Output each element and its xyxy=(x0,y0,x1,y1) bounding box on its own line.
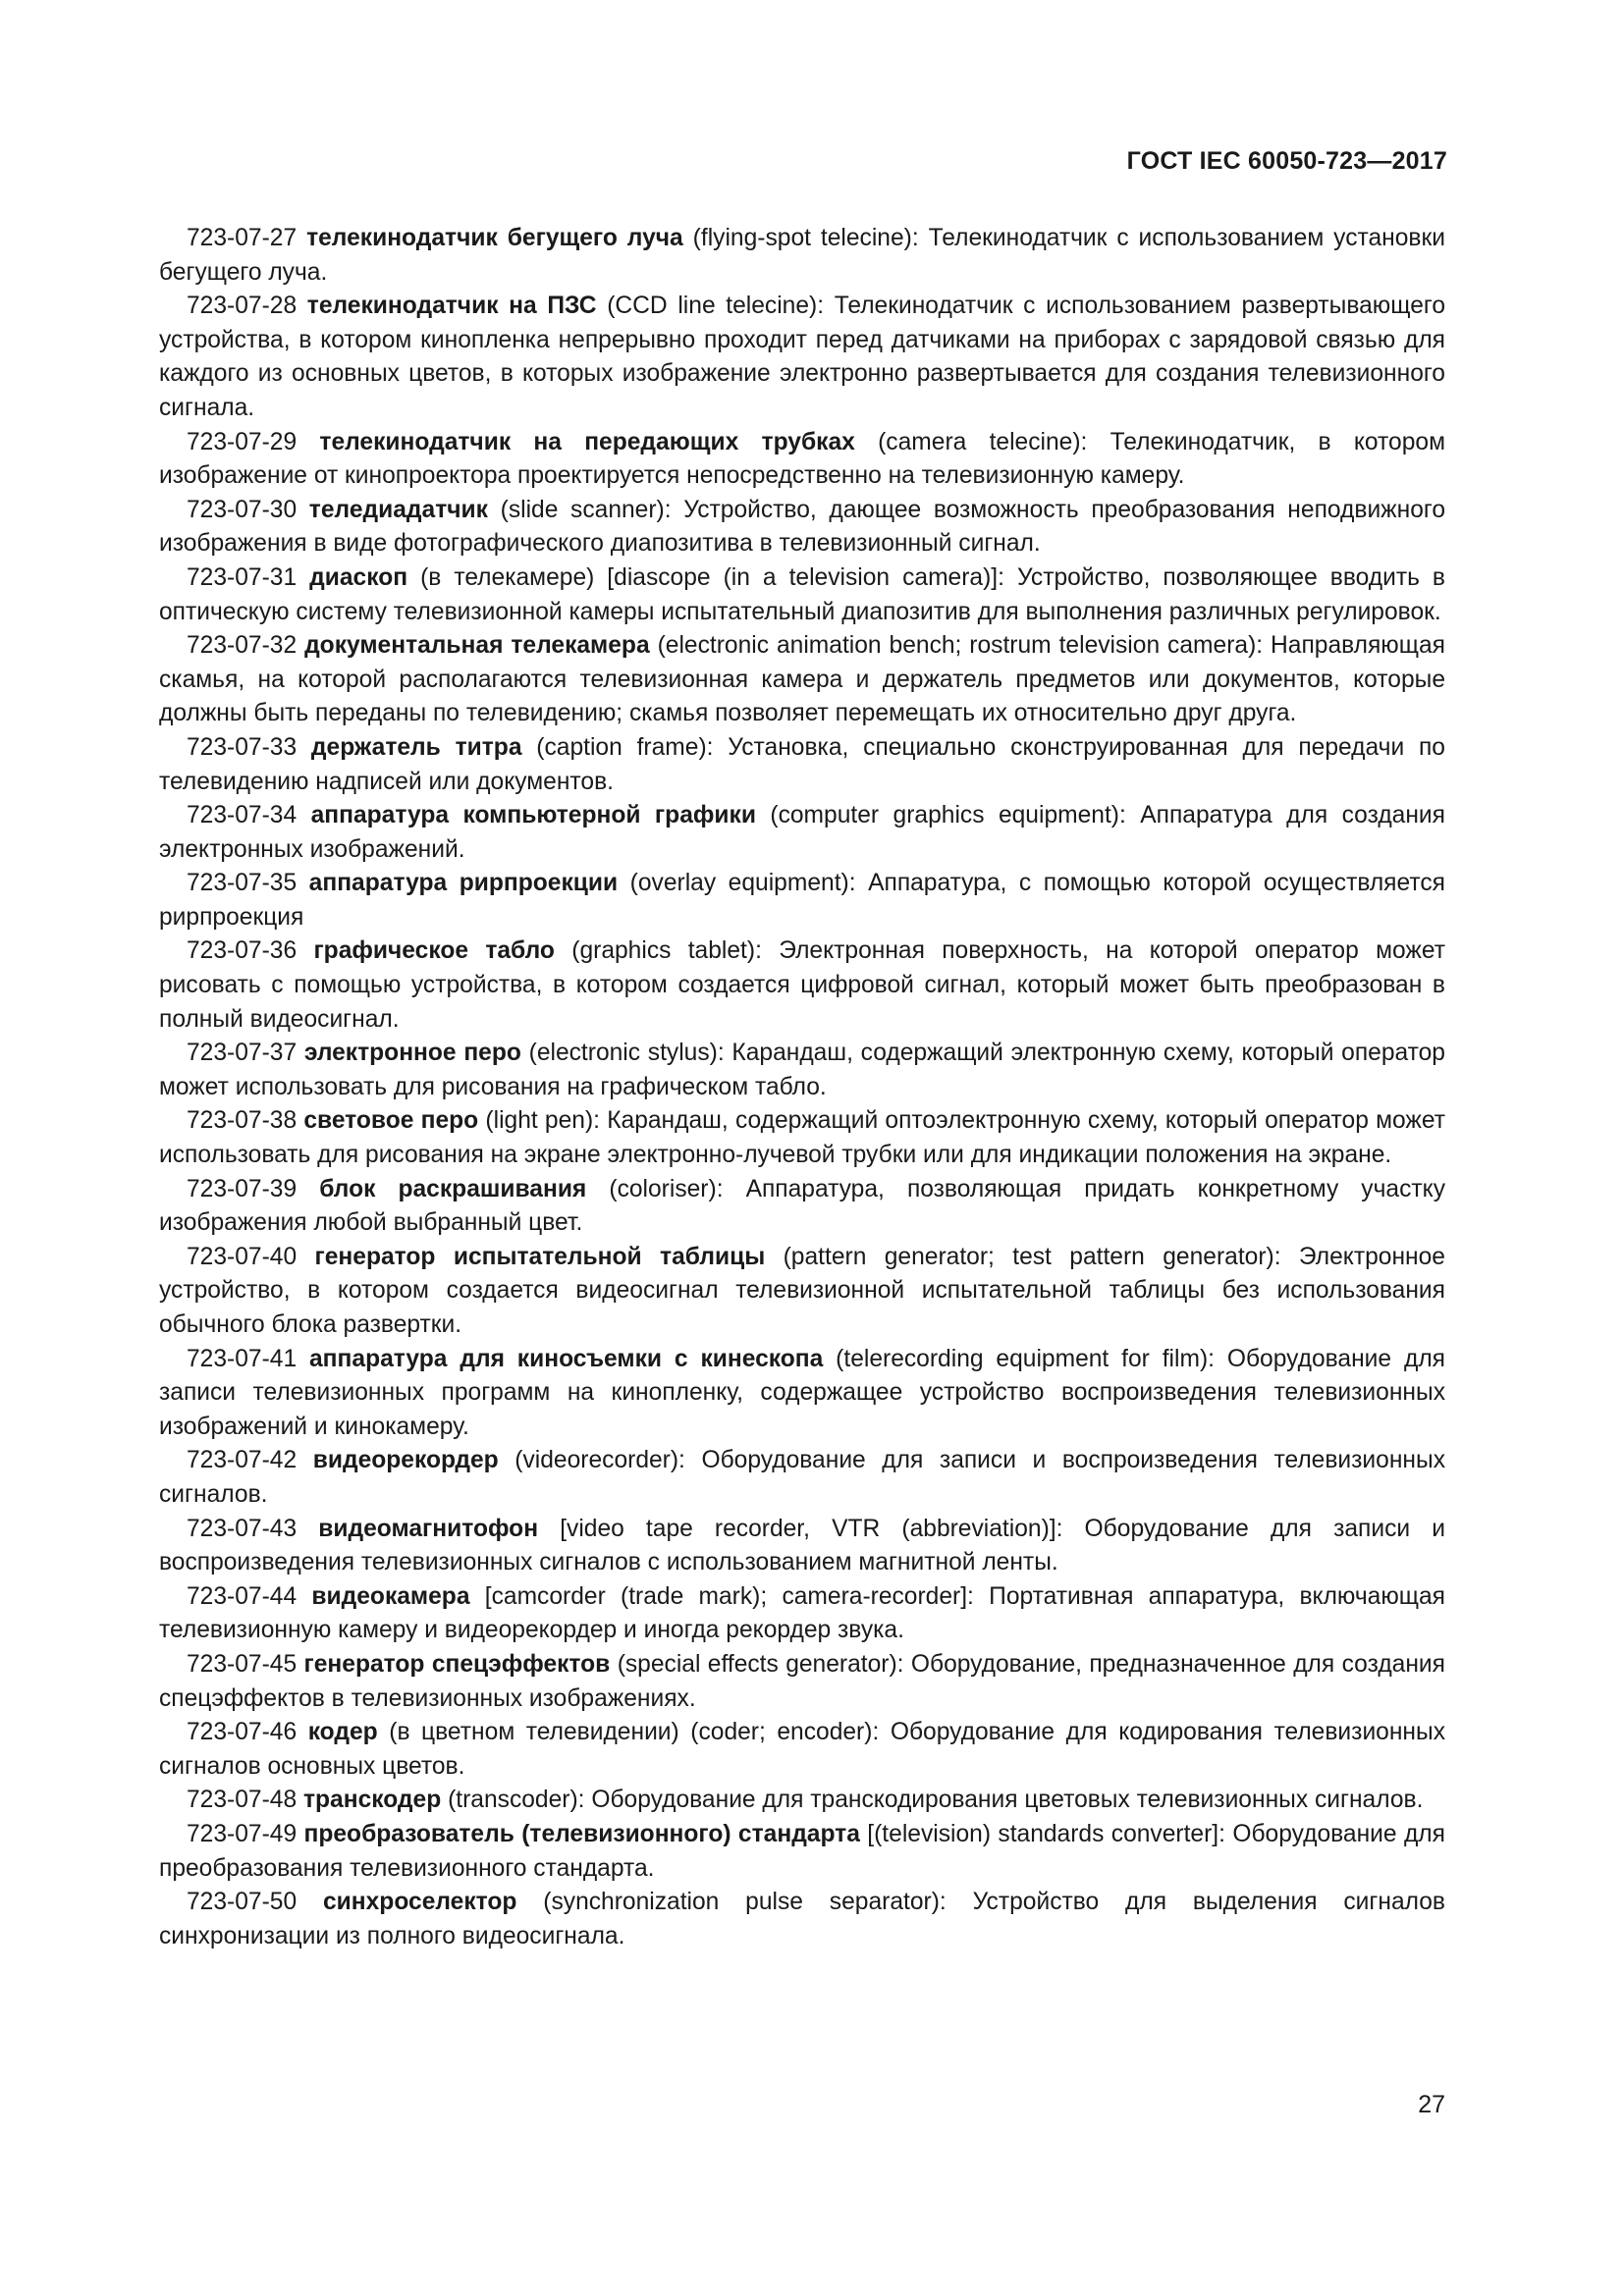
term-definition: (telerecording equipment for film): Оборудование для записи телевизионных программ на кинопленку, содержащее устройство воспроизведения телевизионных изображений и кинокамеру. xyxy=(159,1345,1445,1440)
term-name: документальная телекамера xyxy=(304,632,650,660)
term-entry xyxy=(159,1173,1445,1241)
term-code: 723-07-32 xyxy=(187,632,298,660)
term-definition: (flying-spot telecine): Телекинодатчик с использованием установки бегущего луча. xyxy=(159,225,1445,286)
term-definition: (transcoder): Оборудование для транскодирования цветовых телевизионных сигналов. xyxy=(448,1787,1424,1814)
term-code: 723-07-34 xyxy=(187,802,298,829)
term-definition: (electronic stylus): Карандаш, содержащий электронную схему, который оператор может использовать для рисования на графическом табло. xyxy=(159,1040,1445,1100)
term-code: 723-07-31 xyxy=(187,563,298,591)
term-code: 723-07-44 xyxy=(187,1582,298,1610)
term-name: графическое табло xyxy=(313,937,555,965)
term-definition: [video tape recorder, VTR (abbreviation)]: Оборудование для записи и воспроизведения телевизионных сигналов с использованием магнитной ленты. xyxy=(159,1515,1445,1576)
term-definition: (special effects generator): Оборудование, предназначенное для создания спецэффектов в телевизионных изображениях. xyxy=(159,1650,1445,1712)
term-entry xyxy=(159,494,1445,561)
term-name: световое перо xyxy=(303,1107,479,1135)
term-definition: (graphics tablet): Электронная поверхность, на которой оператор может рисовать с помощью устройства, в котором создается цифровой сигнал, который может быть преобразован в полный видеосигнал. xyxy=(159,937,1445,1033)
term-definition: (coloriser): Аппаратура, позволяющая придать конкретному участку изображения любой выбранный цвет. xyxy=(159,1175,1445,1237)
term-name: аппаратура компьютерной графики xyxy=(310,802,756,829)
term-name: теледиадатчик xyxy=(308,496,488,523)
term-name: кодер xyxy=(307,1719,378,1746)
term-code: 723-07-41 xyxy=(187,1345,298,1372)
term-code: 723-07-28 xyxy=(187,293,298,320)
term-entry xyxy=(159,731,1445,799)
term-entry xyxy=(159,426,1445,494)
term-name: телекинодатчик бегущего луча xyxy=(306,225,683,251)
term-entry xyxy=(159,290,1445,425)
term-name: синхроселектор xyxy=(322,1889,517,1916)
term-entry xyxy=(159,934,1445,1037)
term-code: 723-07-38 xyxy=(187,1107,298,1135)
term-name: аппаратура рирпроекции xyxy=(308,870,619,897)
term-code: 723-07-36 xyxy=(187,937,298,965)
term-name: видеомагнитофон xyxy=(318,1515,539,1542)
term-name: электронное перо xyxy=(303,1040,521,1067)
page-number: 27 xyxy=(1418,2091,1445,2118)
term-code: 723-07-30 xyxy=(187,496,298,523)
term-code: 723-07-50 xyxy=(187,1889,298,1916)
term-definition: (caption frame): Установка, специально сконструированная для передачи по телевидению надписей или документов. xyxy=(159,733,1445,795)
term-name: держатель титра xyxy=(310,733,522,761)
term-entry xyxy=(159,1444,1445,1512)
document-code: ГОСТ IEC 60050-723—2017 xyxy=(1126,147,1447,175)
term-entry xyxy=(159,1580,1445,1648)
term-definition: (camera telecine): Телекинодатчик, в котором изображение от кинопроектора проектируется непосредственно на телевизионную камеру. xyxy=(159,428,1445,490)
term-entry xyxy=(159,867,1445,934)
term-name: телекинодатчик на ПЗС xyxy=(306,293,597,320)
term-entry xyxy=(159,1716,1445,1784)
term-name: видеокамера xyxy=(311,1582,470,1610)
term-definition: (pattern generator; test pattern generator): Электронное устройство, в котором создается видеосигнал телевизионной испытательной таблицы без использования обычного блока развертки. xyxy=(159,1243,1445,1338)
term-entry xyxy=(159,1648,1445,1716)
term-entry xyxy=(159,1886,1445,1953)
term-code: 723-07-35 xyxy=(187,870,298,897)
term-code: 723-07-33 xyxy=(187,733,298,761)
term-definition: (computer graphics equipment): Аппаратура для создания электронных изображений. xyxy=(159,802,1445,863)
term-entry xyxy=(159,1037,1445,1104)
term-definition: [camcorder (trade mark); camera-recorder]: Портативная аппаратура, включающая телевизионную камеру и видеорекордер и иногда рекордер звука. xyxy=(159,1582,1445,1644)
term-code: 723-07-29 xyxy=(187,428,298,455)
term-code: 723-07-42 xyxy=(187,1447,298,1474)
term-entry xyxy=(159,222,1445,290)
term-code: 723-07-27 xyxy=(187,225,298,251)
term-name: генератор испытательной таблицы xyxy=(314,1243,766,1270)
term-code: 723-07-37 xyxy=(187,1040,298,1067)
term-name: транскодер xyxy=(302,1787,442,1814)
term-name: аппаратура для киносъемки с кинескопа xyxy=(309,1345,824,1372)
term-definition: (в цветном телевидении) (coder; encoder): Оборудование для кодирования телевизионных сигналов основных цветов. xyxy=(159,1719,1445,1780)
term-entry xyxy=(159,1241,1445,1343)
term-definition: (light pen): Карандаш, содержащий оптоэлектронную схему, который оператор может использовать для рисования на экране электронно-лучевой трубки или для индикации положения на экране. xyxy=(159,1107,1445,1169)
term-definition: (electronic animation bench; rostrum television camera): Направляющая скамья, на которой располагаются телевизионная камера и держатель предметов или документов, которые должны быть переданы по телевидению; скамья позволяет перемещать их относительно друг друга. xyxy=(159,632,1445,727)
term-entry xyxy=(159,1513,1445,1580)
term-entry xyxy=(159,799,1445,867)
term-code: 723-07-49 xyxy=(187,1820,298,1847)
term-definition: (CCD line telecine): Телекинодатчик с использованием развертывающего устройства, в котором кинопленка непрерывно проходит перед датчиками на приборах с зарядовой связью для каждого из основных цветов, в которых изображение электронно развертывается для создания телевизионного сигнала. xyxy=(159,293,1445,421)
term-entry xyxy=(159,629,1445,731)
term-entry xyxy=(159,1784,1445,1818)
term-name: видеорекордер xyxy=(312,1447,499,1474)
term-code: 723-07-39 xyxy=(187,1175,298,1202)
terms-list xyxy=(159,222,1445,1953)
term-name: генератор спецэффектов xyxy=(303,1650,611,1678)
term-code: 723-07-43 xyxy=(187,1515,298,1542)
term-code: 723-07-46 xyxy=(187,1719,298,1746)
term-entry xyxy=(159,561,1445,629)
term-code: 723-07-48 xyxy=(187,1787,298,1814)
term-definition: (overlay equipment): Аппаратура, с помощью которой осуществляется рирпроекция xyxy=(159,870,1445,931)
term-entry xyxy=(159,1104,1445,1172)
term-entry xyxy=(159,1818,1445,1886)
term-definition: (videorecorder): Оборудование для записи и воспроизведения телевизионных сигналов. xyxy=(159,1447,1445,1508)
term-name: телекинодатчик на передающих трубках xyxy=(319,428,855,455)
term-name: диаскоп xyxy=(309,563,408,591)
term-name: блок раскрашивания xyxy=(319,1175,587,1202)
term-code: 723-07-45 xyxy=(187,1650,298,1678)
term-definition: (slide scanner): Устройство, дающее возможность преобразования неподвижного изображения в виде фотографического диапозитива в телевизионный сигнал. xyxy=(159,496,1445,558)
term-name: преобразователь (телевизионного) стандарта xyxy=(303,1820,860,1847)
term-definition: (synchronization pulse separator): Устройство для выделения сигналов синхронизации из полного видеосигнала. xyxy=(159,1889,1445,1949)
term-definition: [(television) standards converter]: Оборудование для преобразования телевизионного стандарта. xyxy=(159,1820,1445,1882)
term-entry xyxy=(159,1343,1445,1445)
term-code: 723-07-40 xyxy=(187,1243,298,1270)
term-definition: (в телекамере) [diascope (in a television camera)]: Устройство, позволяющее вводить в оптическую систему телевизионной камеры испытательный диапозитив для выполнения различных регулировок. xyxy=(159,563,1445,625)
